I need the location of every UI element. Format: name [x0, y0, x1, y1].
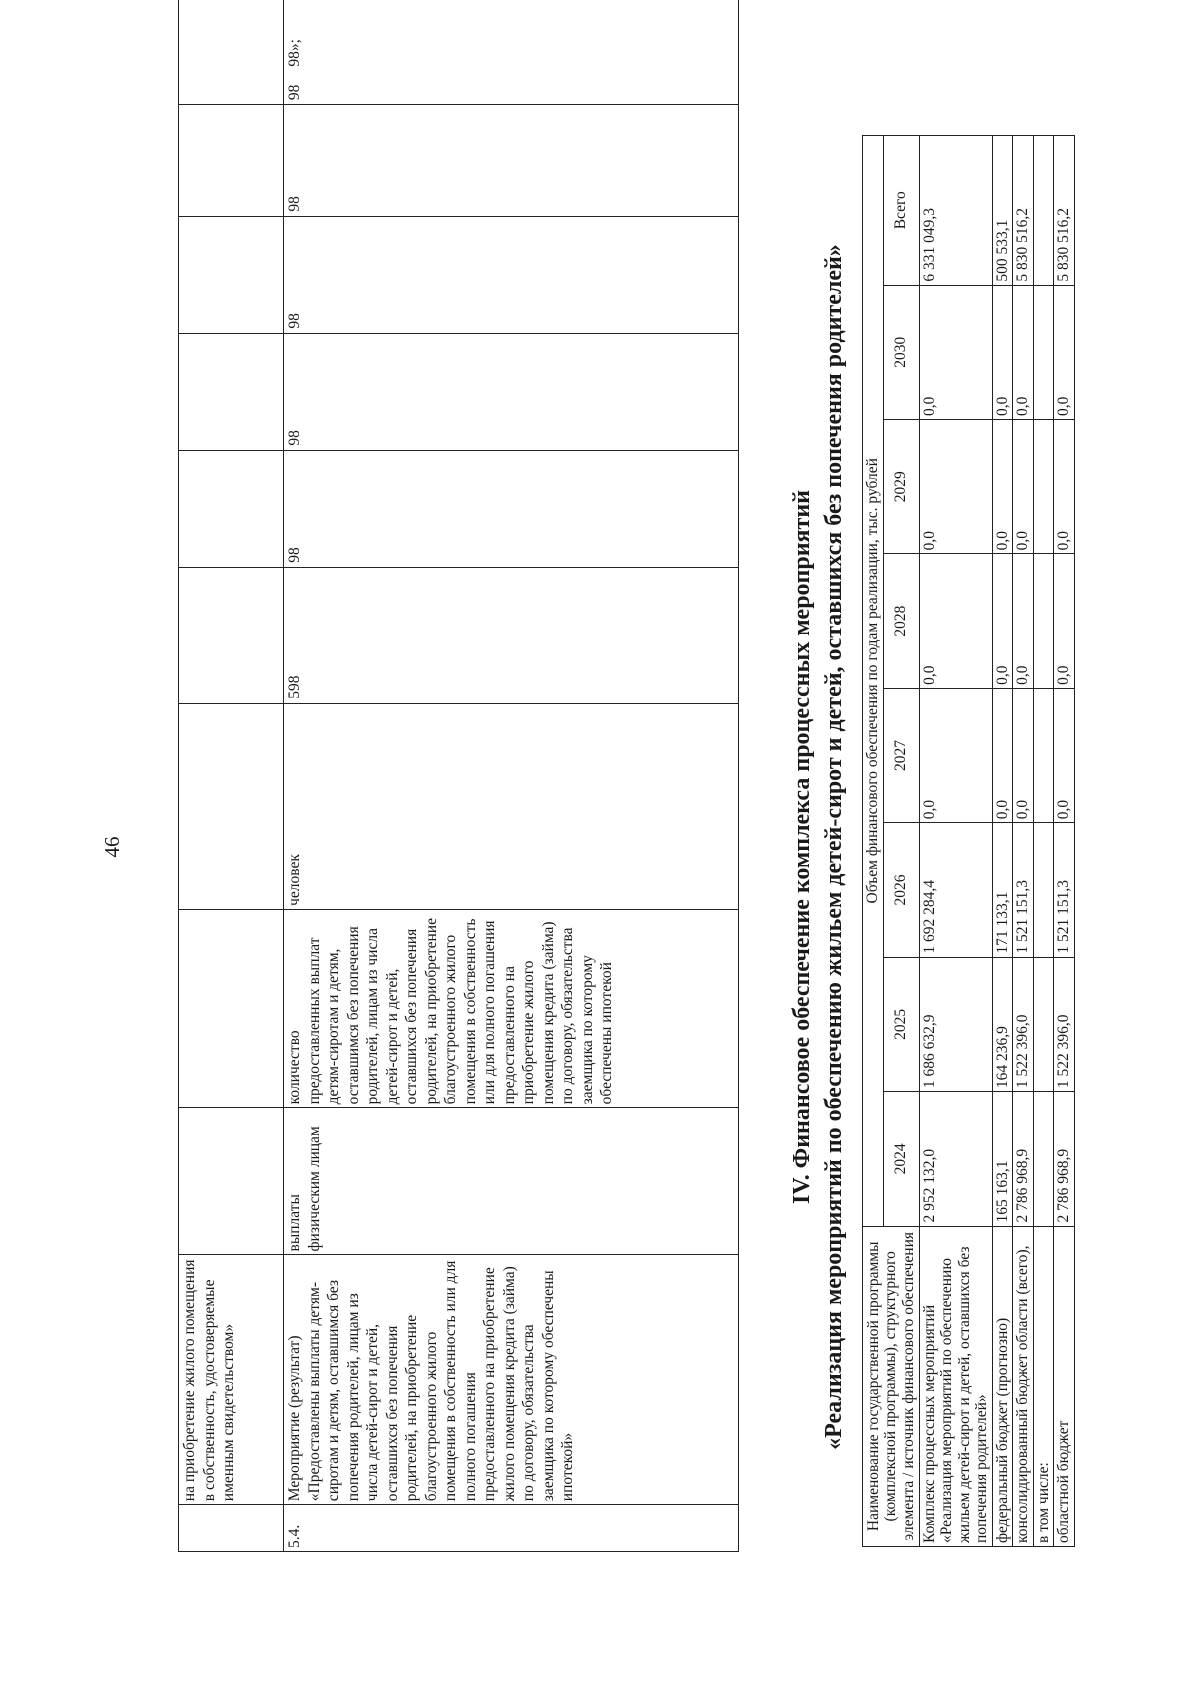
value-cell: 0,0 — [919, 554, 992, 688]
value-cell-last: 98»; — [286, 39, 303, 67]
row-type: выплаты физическим лицам — [284, 1108, 739, 1255]
table-row — [992, 136, 1013, 1547]
table-row — [1013, 136, 1034, 1547]
value-cell: 98 — [284, 216, 739, 333]
value-cell: 0,0 — [992, 554, 1013, 688]
header-name: Наименование государственной программы (комплексной программы), структурного элемента / источник финансового обеспечения — [863, 1226, 920, 1546]
value-cell: 2 952 132,0 — [919, 1092, 992, 1226]
value-cell: 0,0 — [1013, 554, 1034, 688]
header-year: 2025 — [883, 957, 919, 1091]
row-unit: человек — [284, 703, 739, 909]
value-cell: 0,0 — [992, 285, 1013, 419]
value-cell: 598 — [284, 567, 739, 703]
value-cell: 0,0 — [919, 419, 992, 553]
value-cell: 6 331 049,3 — [919, 136, 992, 286]
value-cell: 2 786 968,9 — [1013, 1092, 1034, 1226]
value-cell: 98 — [284, 450, 739, 567]
table-row — [919, 136, 992, 1547]
row-indicator: количество предоставленных выплат детям-сиротам и детям, оставшимся без попечения родителей, лицам из числа детей-сирот и детей, оставшихся без попечения родителей, на приобретение благоустроенного жилого помещения в собственность или для полного погашения предоставленного на приобретение жилого помещения кредита (займа) по договору, обязательства заемщика по которому обеспечены ипотекой — [284, 909, 739, 1107]
row-description: на приобретение жилого помещения в собственность, удостоверяемые именным свидетельством» — [179, 1255, 284, 1505]
value-cell: 1 521 151,3 — [1013, 823, 1034, 957]
header-year: 2030 — [883, 285, 919, 419]
value-cell: 2 786 968,9 — [1054, 1092, 1075, 1226]
value-cell: 0,0 — [992, 419, 1013, 553]
financing-table — [862, 135, 1075, 1547]
row-name: федеральный бюджет (прогнозно) — [992, 1226, 1013, 1546]
header-year: 2028 — [883, 554, 919, 688]
header-group: Объем финансового обеспечения по годам реализации, тыс. рублей — [863, 136, 884, 1227]
header-total: Всего — [883, 136, 919, 286]
value-cell: 0,0 — [1013, 285, 1034, 419]
header-year: 2029 — [883, 419, 919, 553]
value-cell: 165 163,1 — [992, 1092, 1013, 1226]
row-name: консолидированный бюджет области (всего), — [1013, 1226, 1034, 1546]
header-year: 2027 — [883, 688, 919, 822]
value-cell: 0,0 — [1054, 285, 1075, 419]
value-cell: 0,0 — [919, 688, 992, 822]
row-name: областной бюджет — [1054, 1226, 1075, 1546]
table-row — [1054, 136, 1075, 1547]
indicators-table — [178, 0, 739, 1552]
row-name: в том числе: — [1033, 1226, 1054, 1546]
table-row — [1033, 136, 1054, 1547]
table-row — [179, 0, 284, 1552]
header-year: 2024 — [883, 1092, 919, 1226]
value-cell: 1 522 396,0 — [1054, 957, 1075, 1091]
value-cell: 5 830 516,2 — [1013, 136, 1034, 286]
value-cell: 1 522 396,0 — [1013, 957, 1034, 1091]
row-name: Комплекс процессных мероприятий «Реализация мероприятий по обеспечению жильем детей-сирот и детей, оставшихся без попечения родителей» — [919, 1226, 992, 1546]
value-cell: 0,0 — [1054, 419, 1075, 553]
row-description: Мероприятие (результат) «Предоставлены выплаты детям-сиротам и детям, оставшимся без попечения родителей, лицам из числа детей-сирот и детей, оставшихся без попечения родителей, на приобретение благоустроенного жилого помещения в собственность или для полного погашения предоставленного на приобретение жилого помещения кредита (займа) по договору, обязательства заемщика по которому обеспечены ипотекой» — [284, 1255, 739, 1505]
page-number: 46 — [100, 836, 124, 858]
section-subtitle: «Реализация мероприятий по обеспечению жильем детей-сирот и детей, оставшихся без попечения родителей» — [821, 244, 847, 1450]
header-year: 2026 — [883, 823, 919, 957]
value-cell: 1 686 632,9 — [919, 957, 992, 1091]
value-cell: 98 — [284, 105, 739, 216]
value-cell: 0,0 — [992, 688, 1013, 822]
value-cell: 500 533,1 — [992, 136, 1013, 286]
table-row — [284, 0, 739, 1552]
value-cell: 1 692 284,4 — [919, 823, 992, 957]
value-cell: 0,0 — [919, 285, 992, 419]
value-cell: 1 521 151,3 — [1054, 823, 1075, 957]
value-cell: 171 133,1 — [992, 823, 1013, 957]
value-cell: 0,0 — [1013, 419, 1034, 553]
value-cell: 0,0 — [1054, 688, 1075, 822]
row-number: 5.4. — [284, 1505, 739, 1552]
value-cell: 164 236,9 — [992, 957, 1013, 1091]
value-cell: 5 830 516,2 — [1054, 136, 1075, 286]
value-cell: 9898»; — [284, 0, 739, 105]
value-cell: 98 — [284, 333, 739, 450]
value-cell: 0,0 — [1054, 554, 1075, 688]
value-cell: 0,0 — [1013, 688, 1034, 822]
section-title: IV. Финансовое обеспечение комплекса процессных мероприятий — [789, 490, 815, 1204]
